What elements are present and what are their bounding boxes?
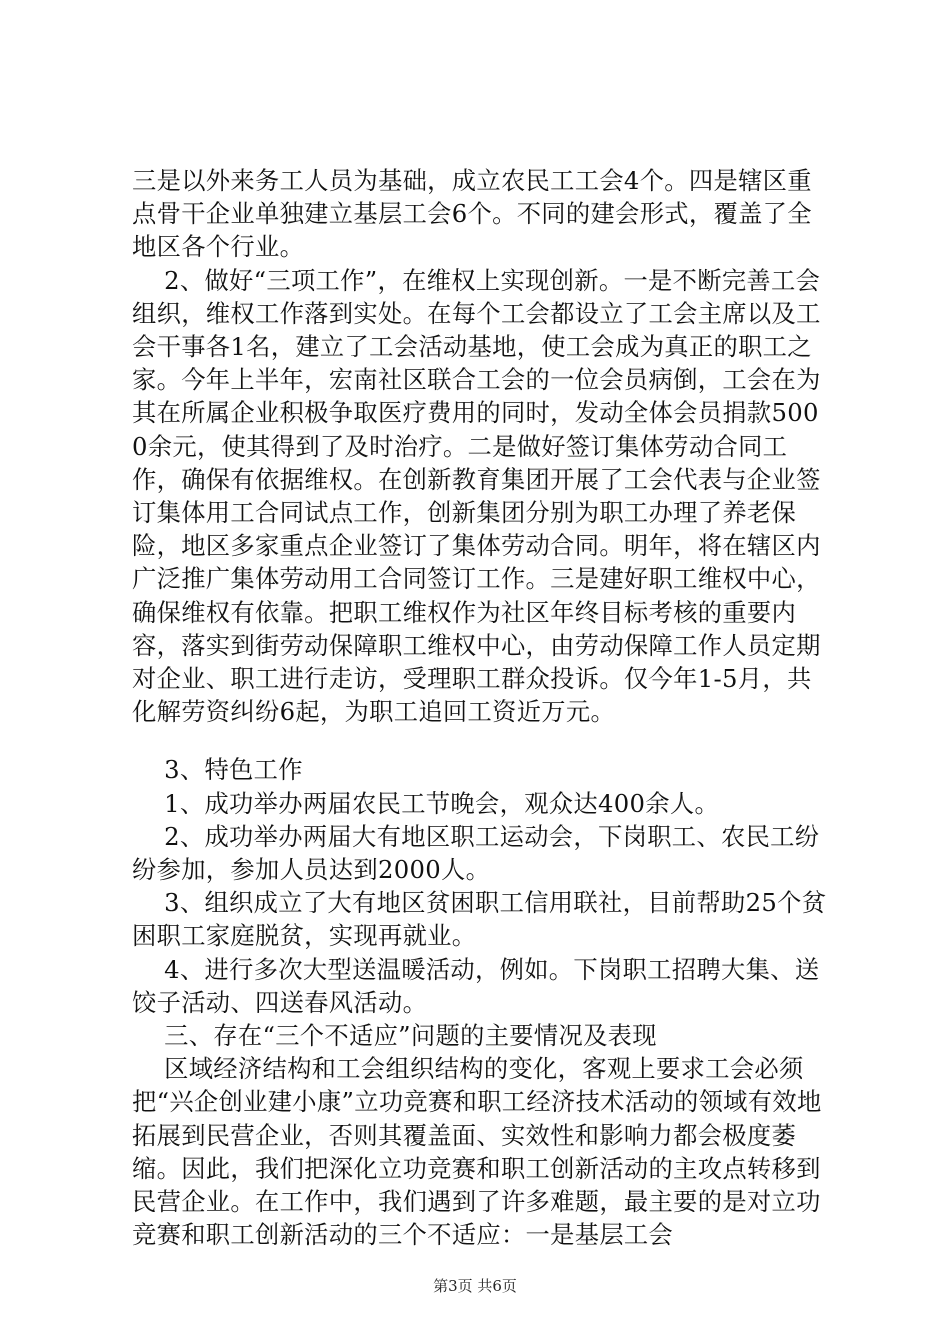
section-heading-problems: 三、存在“三个不适应”问题的主要情况及表现: [132, 1021, 657, 1051]
paragraph-heading-special-work: 3、特色工作: [132, 755, 303, 785]
paragraph-item-1: 1、成功举办两届农民工节晚会，观众达400余人。: [132, 788, 720, 818]
paragraph-unions-formation: 三是以外来务工人员为基础，成立农民工工会4个。四是辖区重点骨干企业单独建立基层工会6个。不同的建会形式，覆盖了全地区各个行业。: [132, 166, 812, 262]
paragraph-item-4: 4、进行多次大型送温暖活动，例如。下岗职工招聘大集、送饺子活动、四送春风活动。: [132, 954, 820, 1017]
paragraph-spacer: [132, 728, 832, 753]
paragraph-three-tasks: 2、做好“三项工作”，在维权上实现创新。一是不断完善工会组织，维权工作落到实处。在每个工会都设立了工会主席以及工会干事各1名，建立了工会活动基地，使工会成为真正的职工之家。今年上半年，宏南社区联合工会的一位会员病倒，工会在为其在所属企业积极争取医疗费用的同时，发动全体会员捐款5000余元，使其得到了及时治疗。二是做好签订集体劳动合同工作，确保有依据维权。在创新教育集团开展了工会代表与企业签订集体用工合同试点工作，创新集团分别为职工办理了养老保险，地区多家重点企业签订了集体劳动合同。明年，将在辖区内广泛推广集体劳动用工合同签订工作。三是建好职工维权中心，确保维权有依靠。把职工维权作为社区年终目标考核的重要内容，落实到街劳动保障职工维权中心，由劳动保障工作人员定期对企业、职工进行走访，受理职工群众投诉。仅今年1-5月，共化解劳资纠纷6起，为职工追回工资近万元。: [132, 265, 821, 727]
paragraph-item-3: 3、组织成立了大有地区贫困职工信用联社，目前帮助25个贫困职工家庭脱贫，实现再就业。: [132, 888, 827, 951]
paragraph-item-2: 2、成功举办两届大有地区职工运动会，下岗职工、农民工纷纷参加，参加人员达到2000人。: [132, 821, 820, 885]
page-number-footer: 第3页 共6页: [433, 1277, 517, 1295]
document-body: [132, 164, 832, 1252]
paragraph-problems-body: 区域经济结构和工会组织结构的变化，客观上要求工会必须把“兴企创业建小康”立功竞赛和职工经济技术活动的领域有效地拓展到民营企业，否则其覆盖面、实效性和影响力都会极度萎缩。因此，我们把深化立功竞赛和职工创新活动的主攻点转移到民营企业。在工作中，我们遇到了许多难题，最主要的是对立功竞赛和职工创新活动的三个不适应：一是基层工会: [132, 1054, 822, 1250]
